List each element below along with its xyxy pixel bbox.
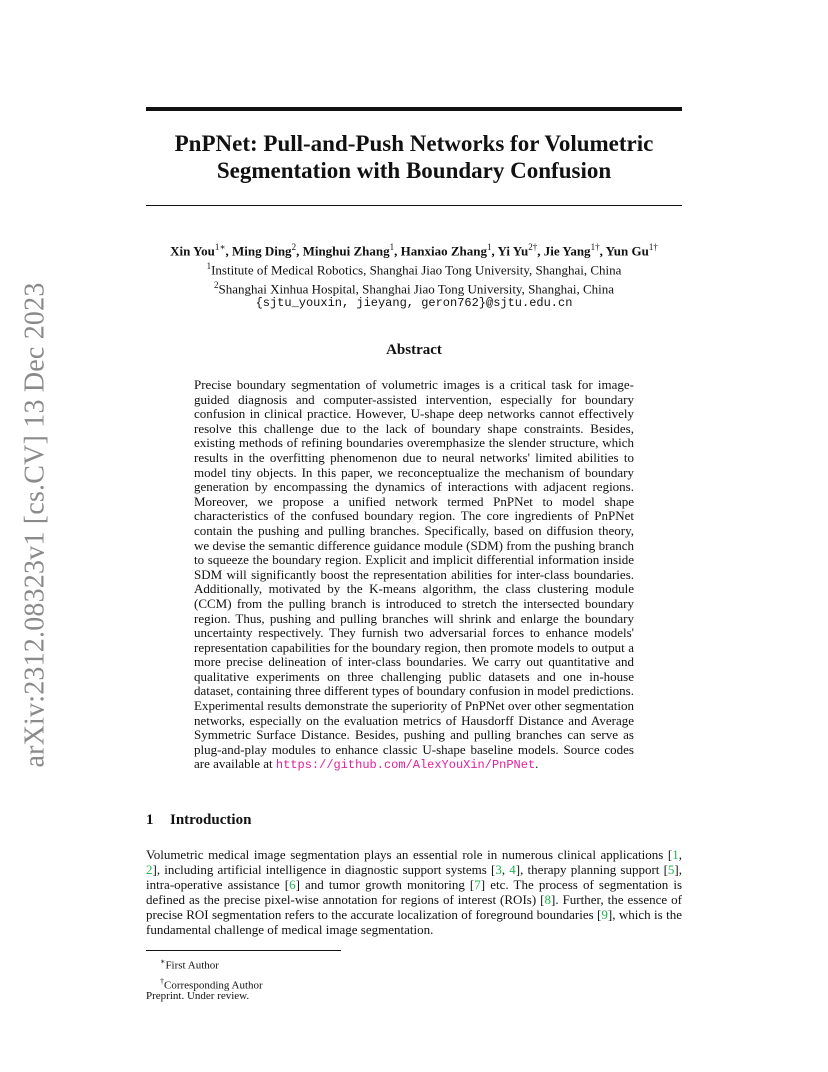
citation-link[interactable]: 9 [601,906,608,922]
section-title: Introduction [170,812,252,828]
introduction-paragraph: Volumetric medical image segmentation plays an essential role in numerous clinical applications [1, 2], including artificial intelligence in diagnostic support systems [3, 4], therapy planning support [5], intra-operative assistance [6] and tumor growth monitoring [7] etc. The process of segmentation is defined as the precise pixel-wise annotation for regions of interest (ROIs) [8]. Further, the essence of precise ROI segmentation refers to the accurate localization of foreground boundaries [9], which is the fundamental challenge of medical image segmentation. [146,847,682,937]
preprint-notice: Preprint. Under review. [146,990,250,1002]
author-name: Hanxiao Zhang [400,243,487,259]
author-affiliation-mark: 2† [528,242,538,252]
footnote: ∗First Author [160,957,219,972]
author-name: Ming Ding [231,243,292,259]
arxiv-sidebar [18,282,54,768]
author-name: Jie Yang [543,243,591,259]
author-block [146,240,682,312]
author-affiliation-mark: 1† [590,242,600,252]
author-name: Yun Gu [605,243,649,259]
arxiv-identifier: arXiv:2312.08323v1 [cs.CV] 13 Dec 2023 [20,282,52,768]
citation-link[interactable]: 4 [509,861,516,877]
citation-link[interactable]: 6 [289,876,296,892]
citation-link[interactable]: 7 [474,876,481,892]
section-heading-introduction [146,812,251,829]
author-name: Minghui Zhang [302,243,390,259]
author-name: Xin You [170,243,215,259]
author-affiliation-mark: 2 [291,242,297,252]
section-number: 1 [146,812,154,828]
author-affiliation-mark: 1 [486,242,492,252]
citation-link[interactable]: 5 [667,861,675,877]
affiliation: $^2$Shanghai Xinhua Hospital, Shanghai Jiao Tong University, Shanghai, China [213,279,615,296]
paper-title: PnPNet: Pull-and-Push Networks for Volumetric Segmentation with Boundary Confusion [174,131,654,183]
title-bottom-rule [146,205,682,206]
abstract-end: . [535,756,539,772]
citation-link[interactable]: 1 [672,847,679,862]
author-list: Xin You$^{1∗}$, Ming Ding$^2$, Minghui Zhang$^1$, Hanxiao Zhang$^1$, Yi $Yu^{2\dagger}$, Jie Yang$^{1\dagger}$, Yun $Gu^{1\dagger}$ [170,242,658,259]
author-affiliation-mark: 1† [648,242,658,252]
affiliation-list [146,259,682,297]
abstract-body: Precise boundary segmentation of volumetric images is a critical task for image-guided diagnosis and computer-assisted intervention, especially for boundary confusion in clinical practice. However, U-shape deep networks cannot effectively resolve this challenge due to the lack of boundary shape constraints. Besides, existing methods of refining boundaries overemphasize the slender structure, which results in the overfitting phenomenon due to neural networks' limited abilities to model tiny objects. In this paper, we reconceptualize the mechanism of boundary generation by encompassing the dynamics of interactions with adjacent regions. Moreover, we propose a unified network termed PnPNet to model shape characteristics of the confused boundary region. The core ingredients of PnPNet contain the pushing and pulling branches. Specifically, based on diffusion theory, we devise the semantic difference guidance module (SDM) from the pushing branch to squeeze the boundary region. Explicit and implicit differential information inside SDM will significantly boost the representation abilities for inter-class boundaries. Additionally, motivated by the K-means algorithm, the class clustering module (CCM) from the pulling branch is introduced to stretch the intersected boundary region. Thus, pushing and pulling branches will shrink and enlarge the boundary uncertainty respectively. They furnish two adversarial forces to enhance models' representation capabilities for the boundary region, then promote models to output a more precise delineation of inter-class boundaries. We carry out quantitative and qualitative experiments on three challenging public datasets and one in-house dataset, containing three different types of boundary confusion in model predictions. Experimental results demonstrate the superiority of PnPNet over other segmentation networks, especially on the evaluation metrics of Hausdorff Distance and Average Symmetric Surface Distance. Besides, pushing and pulling branches can serve as plug-and-play modules to enhance classic U-shape baseline models. Source codes are available at [194,377,634,772]
citation-link[interactable]: 2 [146,861,153,877]
affiliation: $^1$Institute of Medical Robotics, Shanghai Jiao Tong University, Shanghai, China [206,260,622,278]
author-affiliation-mark: 1 [389,242,395,252]
abstract-heading: Abstract [386,342,442,358]
footnote-rule [146,950,341,951]
author-emails: {sjtu_youxin, jieyang, geron762}@sjtu.edu.cn [255,296,573,311]
citation-link[interactable]: 8 [544,891,551,907]
footnotes [160,954,263,993]
footnote: †Corresponding Author [160,976,263,992]
citation-link[interactable]: 3 [495,861,502,877]
author-name: Yi Yu [497,243,529,259]
abstract-text [194,378,634,773]
code-link[interactable]: https://github.com/AlexYouXin/PnPNet [275,758,536,773]
author-affiliation-mark: 1∗ [214,242,226,252]
title-top-rule [146,107,682,111]
